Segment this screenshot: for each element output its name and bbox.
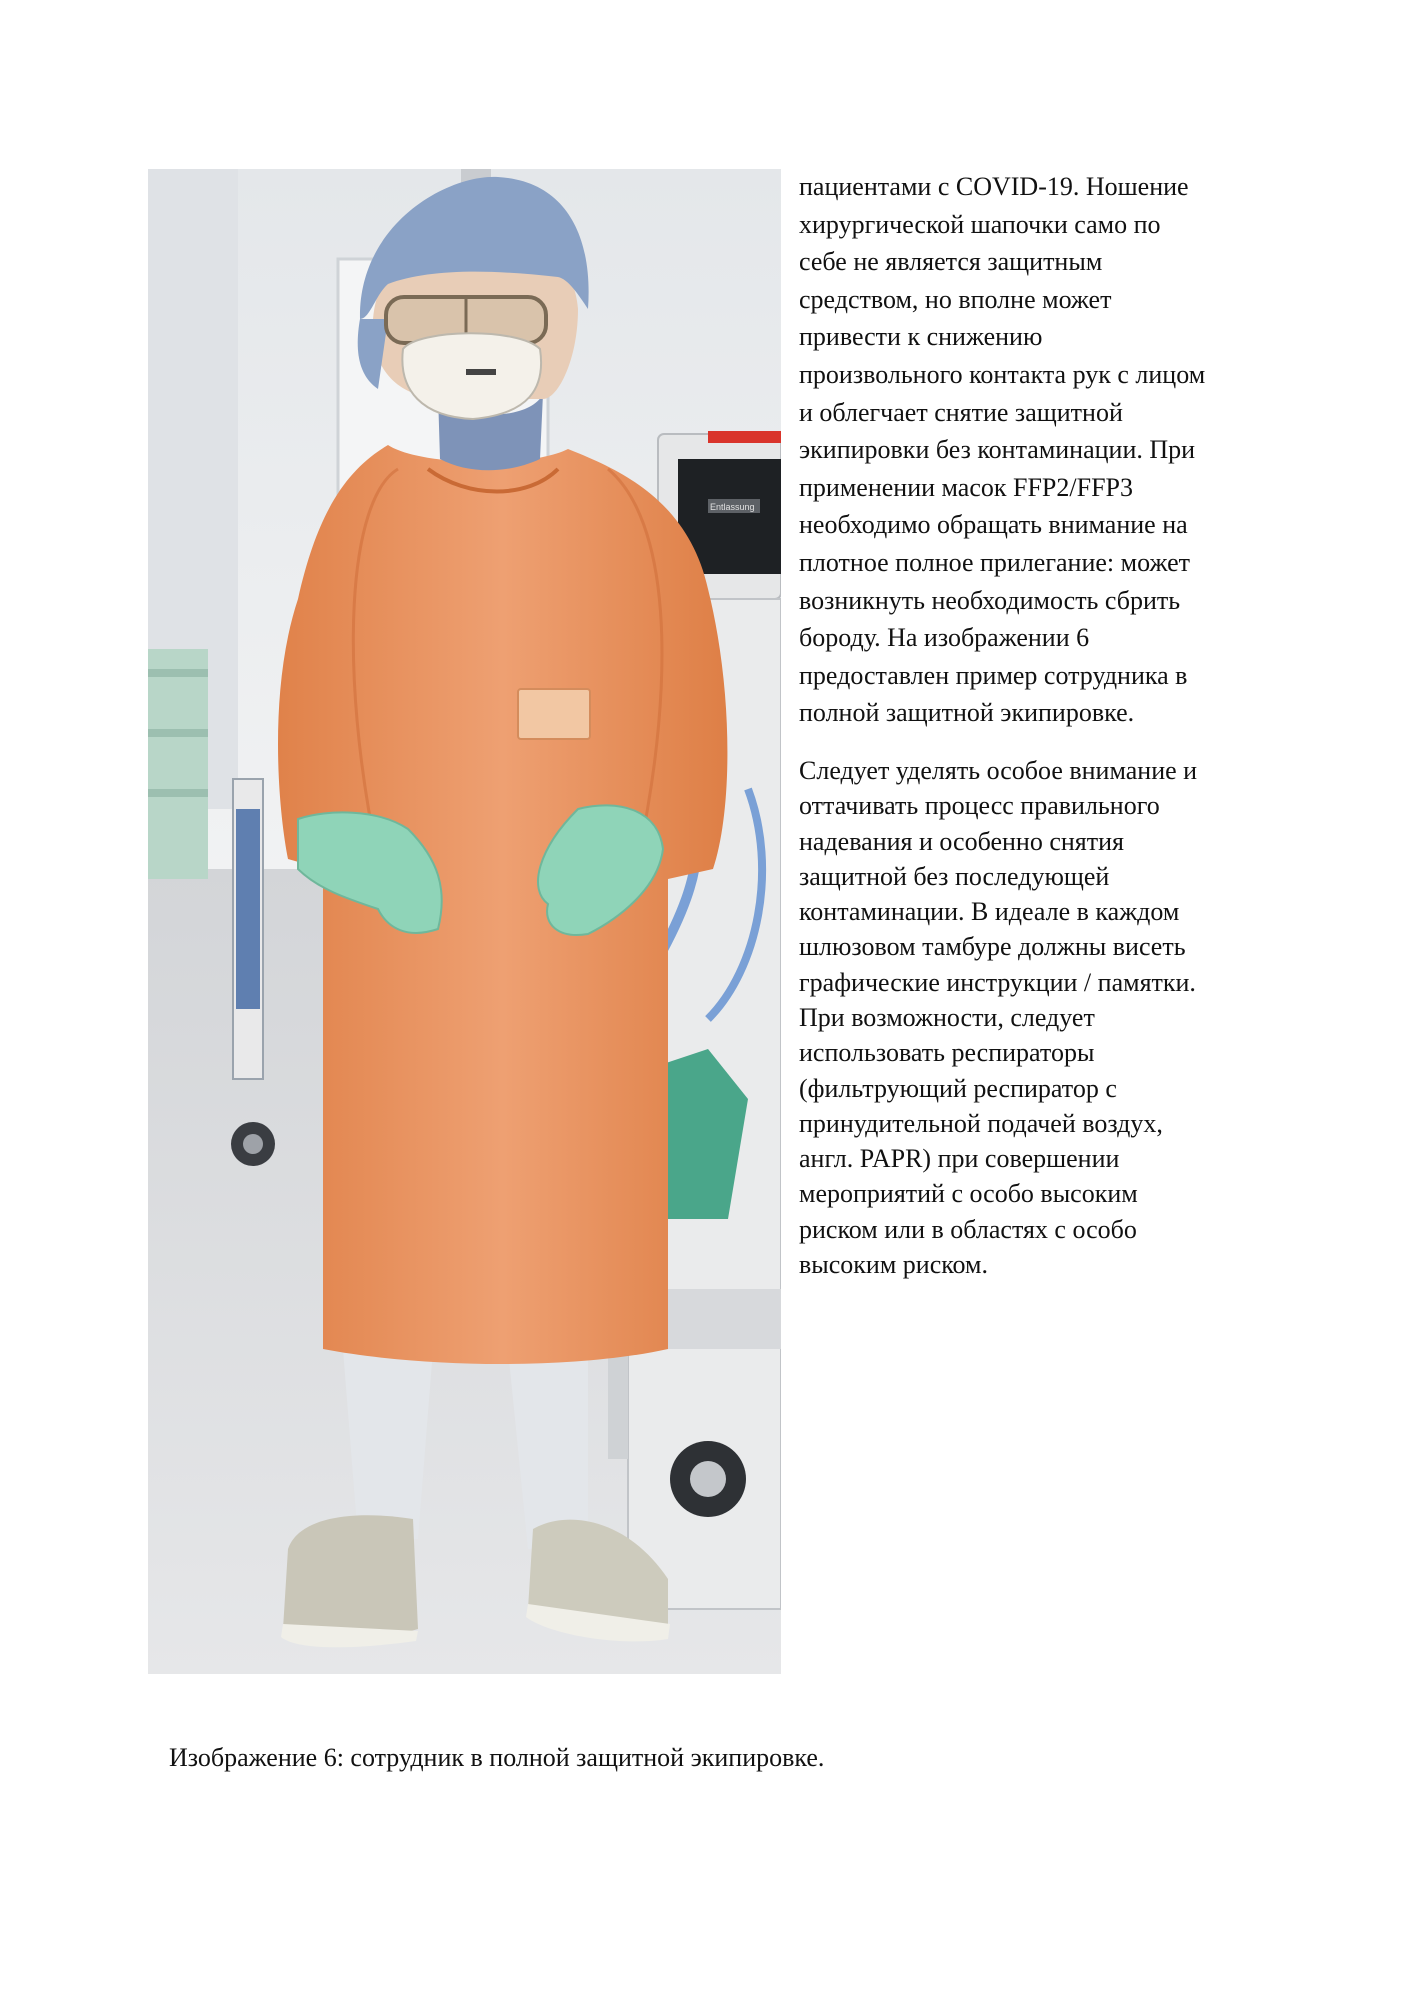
staff-in-ppe-illustration [148,169,781,1674]
text-line: возникнуть необходимость сбрить [799,585,1181,615]
paragraph-1 [799,168,1269,732]
text-line: пациентами с COVID-19. Ношение [799,172,1189,201]
gown [278,445,727,1364]
text-line: хирургической шапочки само по [799,209,1161,239]
text-line: предоставлен пример сотрудника в [799,660,1188,690]
text-line: мероприятий с особо высоким [799,1179,1138,1209]
text-line: полной защитной экипировке. [799,698,1135,728]
text-line: контаминации. В идеале в каждом [799,897,1180,927]
text-line: надевания и особенно снятия [799,826,1124,856]
text-line: шлюзовом тамбуре должны висеть [799,932,1186,962]
text-line: Следует уделять особое внимание и [799,755,1198,785]
figure-photo [148,169,781,1674]
text-line: применении масок FFP2/FFP3 [799,472,1133,502]
text-line: риском или в областях с особо [799,1214,1137,1244]
monitor-label: Entlassung [710,502,755,512]
text-line: оттачивать процесс правильного [799,791,1160,821]
paragraph-2 [799,753,1269,1282]
figure-caption: Изображение 6: сотрудник в полной защитной экипировке. [169,1743,825,1772]
text-line: При возможности, следует [799,1002,1095,1032]
text-line: использовать респираторы [799,1038,1095,1068]
text-line: плотное полное прилегание: может [799,547,1190,577]
text-line: себе не является защитным [799,247,1103,277]
text-line: защитной без последующей [799,861,1110,891]
text-line: принудительной подачей воздух, [799,1108,1163,1138]
text-line: и облегчает снятие защитной [799,397,1123,427]
text-line: бороду. На изображении 6 [799,623,1090,653]
text-line: произвольного контакта рук с лицом [799,359,1206,389]
text-line: (фильтрующий респиратор с [799,1073,1117,1103]
text-line: привести к снижению [799,322,1043,352]
text-line: высоким риском. [799,1250,989,1280]
text-line: необходимо обращать внимание на [799,510,1188,540]
body-text-column [799,168,1269,1282]
text-line: экипировки без контаминации. При [799,435,1196,465]
text-line: англ. PAPR) при совершении [799,1144,1120,1174]
text-line: средством, но вполне может [799,284,1112,314]
text-line: графические инструкции / памятки. [799,967,1196,997]
